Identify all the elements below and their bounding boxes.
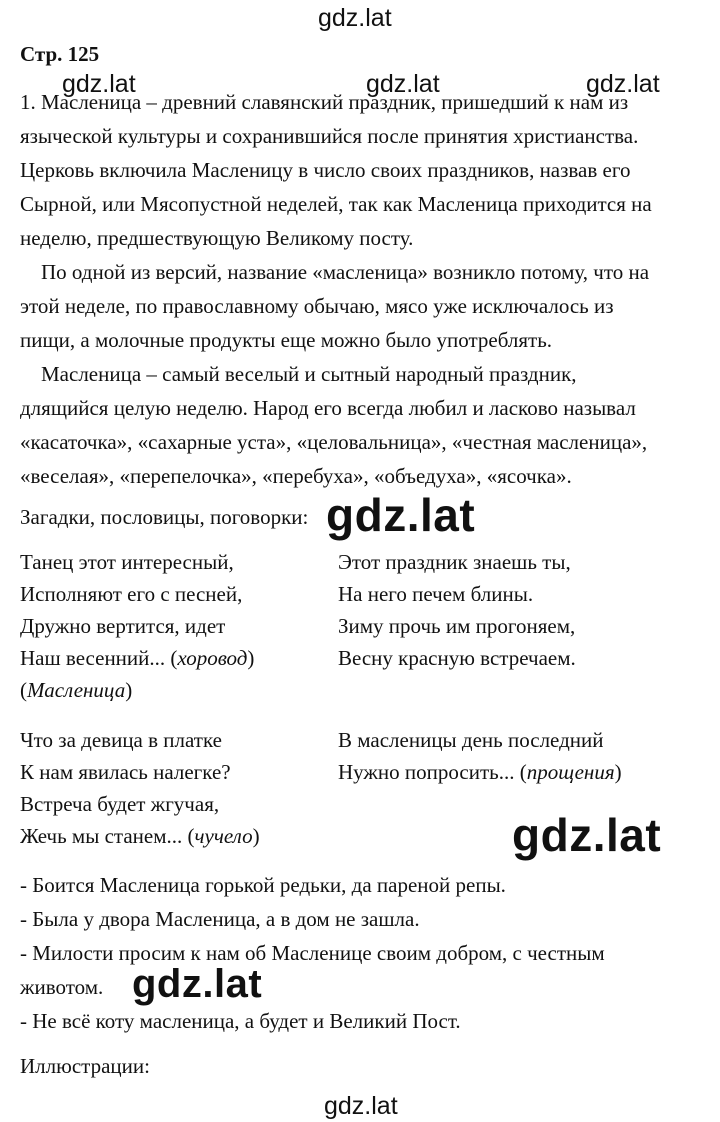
document-page (20, 0, 700, 1122)
riddle-answer: Масленица (27, 678, 126, 702)
riddle-line: Встреча будет жгучая, (20, 792, 220, 816)
riddle-line (20, 820, 260, 852)
riddle-text: ) (125, 678, 133, 702)
paragraph-3 (20, 357, 710, 493)
watermark-row-middle: gdz.lat (366, 70, 440, 98)
paragraph-line: длящийся целую неделю. Народ его всегда любил и ласково называл (20, 396, 636, 420)
proverb-item: - Боится Масленица горькой редьки, да пареной репы. (20, 873, 506, 897)
riddle-answer: хоровод (177, 646, 248, 670)
riddle-text: Наш весенний... ( (20, 646, 178, 670)
paragraph-line: Сырной, или Мясопустной неделей, так как Масленица приходится на (20, 192, 652, 216)
riddle-line: На него печем блины. (338, 582, 534, 606)
riddle-text: Жечь мы станем... ( (20, 824, 195, 848)
paragraph-line: неделю, предшествующую Великому посту. (20, 226, 414, 250)
riddle-answer: прощения (526, 760, 615, 784)
paragraph-2 (20, 255, 710, 357)
riddle-text: ) (614, 760, 622, 784)
illustrations-heading: Иллюстрации: (20, 1054, 150, 1078)
paragraph-1 (20, 85, 710, 255)
proverb-item: животом. (20, 975, 104, 999)
riddle-line: Дружно вертится, идет (20, 614, 226, 638)
paragraph-line: Масленица – самый веселый и сытный народный праздник, (41, 362, 577, 386)
riddle-line: Что за девица в платке (20, 728, 222, 752)
watermark-large-1: gdz.lat (326, 489, 476, 541)
riddle-line: Этот праздник знаешь ты, (338, 550, 571, 574)
watermark-row-left: gdz.lat (62, 70, 136, 98)
paragraph-line: «касаточка», «сахарные уста», «целовальница», «честная масленица», (20, 430, 648, 454)
watermark-bottom: gdz.lat (324, 1092, 398, 1120)
riddle-answer: чучело (194, 824, 253, 848)
riddle-line (20, 674, 254, 706)
paragraph-line: Церковь включила Масленицу в число своих праздников, назвав его (20, 158, 631, 182)
proverb-item: - Милости просим к нам об Масленице своим добром, с честным (20, 941, 605, 965)
riddle-4 (338, 724, 622, 788)
riddle-2 (338, 546, 576, 674)
paragraph-line: «веселая», «перепелочка», «перебуха», «объедуха», «ясочка». (20, 464, 572, 488)
riddle-text: ) (247, 646, 255, 670)
watermark-large-2: gdz.lat (512, 809, 662, 861)
riddle-line: К нам явилась налегке? (20, 760, 231, 784)
paragraph-line: пищи, а молочные продукты еще можно было употреблять. (20, 328, 553, 352)
section-heading: Загадки, пословицы, поговорки: (20, 505, 309, 529)
paragraph-line: этой неделе, по православному обычаю, мясо уже исключалось из (20, 294, 614, 318)
riddle-text: ( (20, 678, 27, 702)
watermark-row-right: gdz.lat (586, 70, 660, 98)
riddle-line (20, 642, 254, 674)
page-number: Стр. 125 (20, 42, 100, 66)
riddle-line: Зиму прочь им прогоняем, (338, 614, 576, 638)
riddle-line: Весну красную встречаем. (338, 646, 576, 670)
watermark-top: gdz.lat (318, 4, 392, 32)
paragraph-line: языческой культуры и сохранившийся после принятия христианства. (20, 124, 639, 148)
paragraph-line: 1. Масленица – древний славянский праздник, пришедший к нам из (20, 90, 629, 114)
riddle-text: Нужно попросить... ( (338, 760, 527, 784)
proverb-item: - Не всё коту масленица, а будет и Великий Пост. (20, 1009, 461, 1033)
riddle-line: Исполняют его с песней, (20, 582, 243, 606)
riddle-text: ) (252, 824, 260, 848)
proverb-item: - Была у двора Масленица, а в дом не зашла. (20, 907, 420, 931)
riddle-1 (20, 546, 254, 706)
paragraph-line: По одной из версий, название «масленица» возникло потому, что на (41, 260, 650, 284)
proverbs-list (20, 868, 710, 1038)
riddle-line (338, 756, 622, 788)
watermark-large-3: gdz.lat (132, 962, 263, 1006)
riddle-line: В масленицы день последний (338, 728, 604, 752)
riddle-line: Танец этот интересный, (20, 550, 234, 574)
riddle-3 (20, 724, 260, 852)
